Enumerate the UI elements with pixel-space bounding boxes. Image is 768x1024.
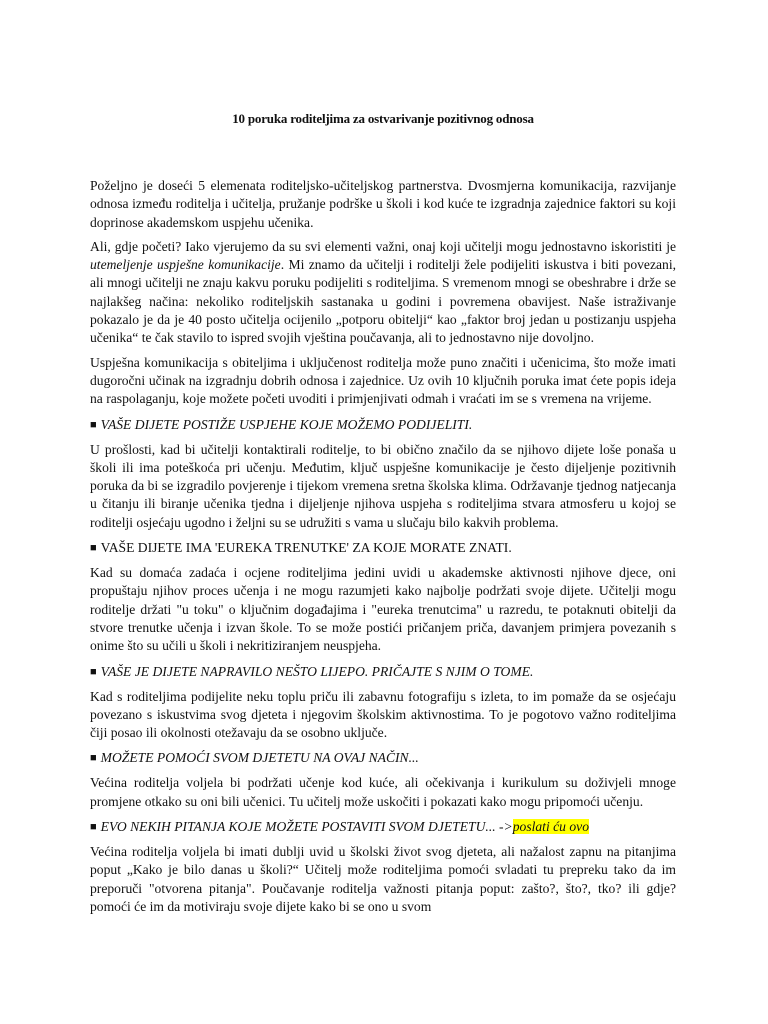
section-heading-2 [90, 538, 676, 559]
square-bullet-icon: ■ [90, 821, 97, 834]
emphasized-phrase: utemeljenje uspješne komunikacije [90, 257, 281, 273]
paragraph-text: . Mi znamo da učitelji i roditelji žele podijeliti iskustva i biti povezani, ali mnogi učitelji ne znaju kakvu poruku podijeliti s roditeljima. S vremenom mnogi se obeshrabre i drže se najlakšeg načina: nekoliko roditeljskih sastanaka u godini i povremena obavijest. Naše istraživanje pokazalo je da je 40 posto učitelja ocijenilo „potporu obitelji“ kao „faktor broj jedan u postizanju uspjeha učenika“ te čak stavilo to ispred svojih vještina poučavanja, ali to jednostavno nije dovoljno. [90, 257, 676, 346]
section-heading-text: EVO NEKIH PITANJA KOJE MOŽETE POSTAVITI SVOM DJETETU... -> [100, 819, 513, 835]
page-content [90, 0, 676, 1024]
square-bullet-icon: ■ [90, 542, 97, 555]
section-heading-4 [90, 748, 676, 769]
highlighted-note: poslati ću ovo [512, 819, 589, 835]
section-body-1: U prošlosti, kad bi učitelji kontaktirali roditelje, to bi obično značilo da se njihovo dijete loše ponaša u školi ili ima poteškoća pri učenju. Međutim, ključ uspješne komunikacije je često dijeljenje pozitivnih poruka da bi se izgradilo povjerenje i tijekom vremena sretna školska klima. Održavanje tjednog natjecanja u čitanju ili biranje učenika tjedna i dijeljenje njihova uspjeha s roditeljima stvara atmosferu u kojoj se roditelji osjećaju ugodno i željni su se udružiti s vama u slučaju bilo kakvih problema. [90, 441, 676, 530]
section-body-3: Kad s roditeljima podijelite neku toplu priču ili zabavnu fotografiju s izleta, to im pomaže da se osjećaju povezano s iskustvima svog djeteta i njegovim školskim aktivnostima. To je pogotovo važno roditeljima čiji posao ili okolnosti otežavaju da se osobno uključe. [90, 688, 676, 741]
section-body-2: Kad su domaća zadaća i ocjene roditeljima jedini uvidi u akademske aktivnosti njihove djece, oni propuštaju njihov proces učenja i ne mogu razumjeti kako najbolje podržati svoje dijete. Učitelji mogu roditelje držati "u toku" o ključnim događajima i "eureka trenutcima" u razredu, te potaknuti obitelji da stvore trenutke učenja i izvan škole. To se može postići pričanjem priča, davanjem primjera povezanih s onime što su učili u školi i nekritiziranjem neuspjeha. [90, 565, 676, 654]
section-heading-1 [90, 415, 676, 436]
paragraph-successful-communication: Uspješna komunikacija s obiteljima i uključenost roditelja može puno značiti i učenicima, što može imati dugoročni učinak na izgradnju dobrih odnosa i zajednice. Uz ovih 10 ključnih poruka imat ćete popis ideja na raspolaganju, koje možete početi uvoditi i primjenjivati odmah i vraćati im se s vremena na vrijeme. [90, 354, 676, 407]
square-bullet-icon: ■ [90, 418, 97, 431]
document-title: 10 poruka roditeljima za ostvarivanje pozitivnog odnosa [232, 111, 534, 126]
paragraph-where-to-start [90, 238, 676, 348]
paragraph-text: Ali, gdje početi? Iako vjerujemo da su svi elementi važni, onaj koji učitelji mogu jednostavno iskoristiti je [90, 238, 676, 254]
section-heading-3 [90, 662, 676, 683]
section-heading-text: VAŠE JE DIJETE NAPRAVILO NEŠTO LIJEPO. PRIČAJTE S NJIM O TOME. [100, 663, 534, 679]
square-bullet-icon: ■ [90, 665, 97, 678]
document-body [90, 177, 676, 922]
section-heading-5 [90, 817, 676, 838]
intro-paragraph: Poželjno je doseći 5 elemenata roditeljsko-učiteljskog partnerstva. Dvosmjerna komunikacija, razvijanje odnosa između roditelja i učitelja, pružanje podrške u školi i kod kuće te izgradnja zajednice faktori su koji doprinose akademskom uspjehu učenika. [90, 178, 676, 230]
square-bullet-icon: ■ [90, 752, 97, 765]
section-heading-text: MOŽETE POMOĆI SVOM DJETETU NA OVAJ NAČIN... [100, 750, 419, 766]
section-body-5: Većina roditelja voljela bi imati dublji uvid u školski život svog djeteta, ali nažalost zapnu na pitanjima poput „Kako je bilo danas u školi?“ Učitelj može roditeljima pomoći svladati tu prepreku tako da im preporuči "otvorena pitanja". Poučavanje roditelja važnosti pitanja poput: zašto?, što?, tko? ili gdje? pomoći će im da motiviraju svoje dijete kako bi se ono u svom [90, 844, 676, 914]
section-heading-text: VAŠE DIJETE IMA 'EUREKA TRENUTKE' ZA KOJE MORATE ZNATI. [100, 540, 512, 556]
section-heading-text: VAŠE DIJETE POSTIŽE USPJEHE KOJE MOŽEMO PODIJELITI. [100, 416, 473, 432]
section-body-4: Većina roditelja voljela bi podržati učenje kod kuće, ali očekivanja i kurikulum su doživjeli mnoge promjene otkako su oni bili učenici. Tu učitelj može uskočiti i pokazati kako mogu pripomoći učenju. [90, 775, 676, 809]
